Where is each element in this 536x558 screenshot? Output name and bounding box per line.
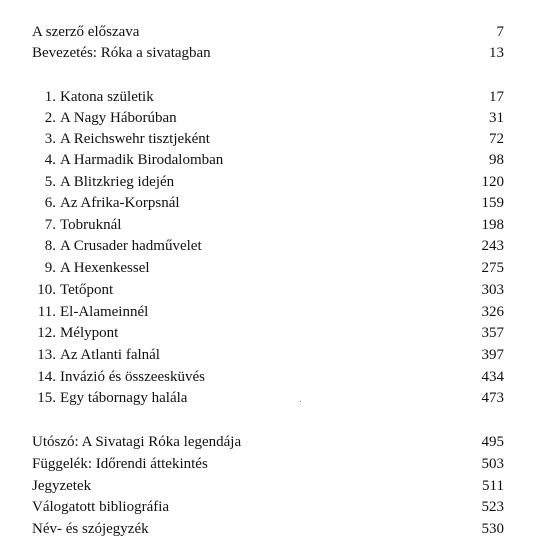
toc-entry-chapter: [0, 366, 536, 388]
entry-page-number: 243: [481, 238, 504, 254]
toc-entry-chapter: [0, 344, 536, 366]
toc-entry-chapter: [0, 86, 536, 108]
toc-entry-preface: [0, 21, 536, 43]
entry-page-number: 17: [489, 89, 504, 105]
entry-title: Tobruknál: [60, 217, 122, 233]
entry-page-number: 7: [496, 24, 504, 40]
entry-title: Jegyzetek: [32, 478, 92, 494]
toc-entry-appendix: [0, 453, 536, 475]
chapter-number: 2.: [44, 110, 56, 126]
chapter-number: 15.: [37, 390, 56, 406]
chapter-number: 6.: [44, 195, 56, 211]
toc-entry-chapter: [0, 235, 536, 257]
entry-page-number: 31: [489, 110, 504, 126]
entry-page-number: 511: [482, 478, 504, 494]
entry-page-number: 397: [481, 347, 504, 363]
chapter-number: 3.: [44, 131, 56, 147]
entry-title: Név- és szójegyzék: [32, 521, 149, 537]
entry-page-number: 326: [481, 304, 504, 320]
entry-page-number: 275: [481, 260, 504, 276]
entry-page-number: 72: [489, 131, 504, 147]
entry-page-number: 495: [481, 434, 504, 450]
entry-page-number: 13: [489, 45, 504, 61]
entry-title: Katona születik: [60, 89, 154, 105]
entry-title: A Harmadik Birodalomban: [60, 152, 224, 168]
entry-page-number: 503: [481, 456, 504, 472]
toc-entry-epilogue: [0, 431, 536, 453]
entry-page-number: 159: [481, 195, 504, 211]
entry-title: A Blitzkrieg idején: [60, 174, 175, 190]
entry-title: A Reichswehr tisztjeként: [60, 131, 210, 147]
entry-title: A szerző előszava: [32, 24, 140, 40]
toc-entry-chapter: [0, 387, 536, 409]
entry-title: Mélypont: [60, 325, 119, 341]
toc-entry-index: [0, 518, 536, 540]
chapter-number: 1.: [44, 89, 56, 105]
entry-page-number: 357: [481, 325, 504, 341]
toc-entry-chapter: [0, 107, 536, 129]
toc-entry-chapter: [0, 322, 536, 344]
toc-entry-chapter: [0, 214, 536, 236]
toc-entry-chapter: [0, 279, 536, 301]
chapter-number: 9.: [44, 260, 56, 276]
chapter-number: 14.: [37, 369, 56, 385]
entry-title: A Nagy Háborúban: [60, 110, 177, 126]
chapter-number: 4.: [44, 152, 56, 168]
toc-entry-chapter: [0, 257, 536, 279]
chapter-number: 7.: [44, 217, 56, 233]
entry-title: Utószó: A Sivatagi Róka legendája: [32, 434, 242, 450]
entry-title: Függelék: Időrendi áttekintés: [32, 456, 208, 472]
toc-entry-chapter: [0, 149, 536, 171]
entry-page-number: 530: [481, 521, 504, 537]
entry-title: Az Atlanti falnál: [60, 347, 160, 363]
toc-entry-notes: [0, 475, 536, 497]
entry-title: Egy tábornagy halála: [60, 390, 188, 406]
toc-entry-chapter: [0, 171, 536, 193]
stray-dot: [300, 401, 301, 402]
entry-page-number: 98: [489, 152, 504, 168]
chapter-number: 12.: [37, 325, 56, 341]
entry-page-number: 198: [481, 217, 504, 233]
chapter-number: 5.: [44, 174, 56, 190]
entry-page-number: 434: [481, 369, 504, 385]
entry-page-number: 473: [481, 390, 504, 406]
entry-title: Invázió és összeesküvés: [60, 369, 205, 385]
chapter-number: 11.: [37, 304, 56, 320]
chapter-number: 10.: [37, 282, 56, 298]
entry-title: A Hexenkessel: [60, 260, 150, 276]
chapter-number: 8.: [44, 238, 56, 254]
toc-entry-bibliography: [0, 496, 536, 518]
chapter-number: 13.: [37, 347, 56, 363]
entry-title: Az Afrika-Korpsnál: [60, 195, 180, 211]
toc-entry-chapter: [0, 128, 536, 150]
entry-page-number: 303: [481, 282, 504, 298]
entry-title: Válogatott bibliográfia: [32, 499, 170, 515]
entry-title: A Crusader hadművelet: [60, 238, 202, 254]
toc-entry-chapter: [0, 301, 536, 323]
entry-page-number: 523: [481, 499, 504, 515]
toc-entry-chapter: [0, 192, 536, 214]
entry-title: Tetőpont: [60, 282, 114, 298]
entry-title: El-Alameinnél: [60, 304, 149, 320]
toc-entry-introduction: [0, 42, 536, 64]
entry-page-number: 120: [481, 174, 504, 190]
entry-title: Bevezetés: Róka a sivatagban: [32, 45, 211, 61]
